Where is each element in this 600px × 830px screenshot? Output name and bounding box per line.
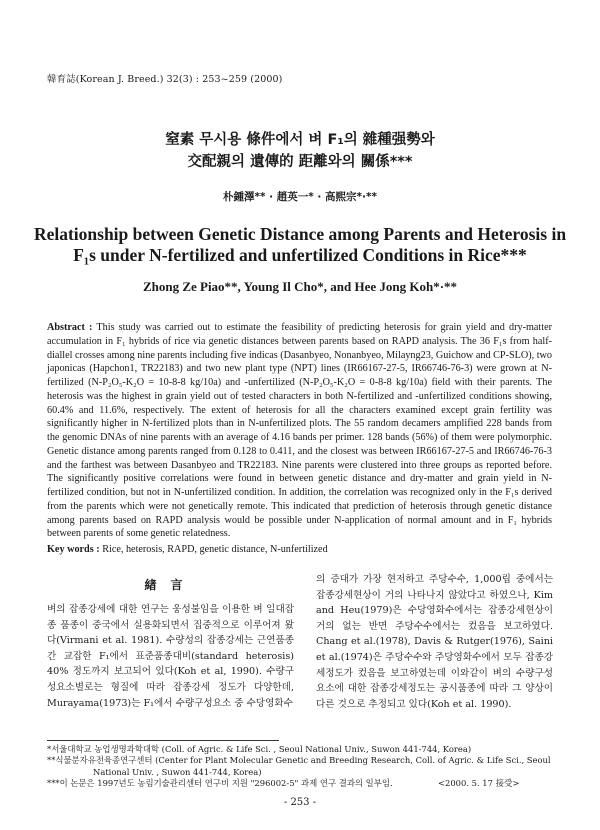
keywords-label: Key words :: [47, 544, 100, 555]
korean-title-line1: 窒素 무시용 條件에서 벼 F₁의 雜種强勢와: [165, 132, 435, 148]
body-left-column: 벼의 잡종강세에 대한 연구는 웅성불임을 이용한 벼 일대잡종 품종이 중국에서 실용화되면서 집중적으로 이루어져 왔다(Virmani et al. 1981). 수량성의 잡종강세는 근연품종간 교잡한 F₁에서 표준품종대비(standard heterosis) 40% 정도까지 보고되어 있다(Koh et al, 1990). 수량구성요소별로는 형질에 따라 잡종강세 정도가 다양한데, Murayama(1973)는 F₁에서 수량구성요소 중 수당영화수: [47, 604, 294, 709]
keywords: [47, 544, 552, 555]
journal-citation: 韓育誌(Korean J. Breed.) 32(3) : 253~259 (2000): [47, 74, 283, 85]
abstract: [47, 321, 552, 541]
footnote-1: *서울대학교 농업생명과학대학 (Coll. of Agric. & Life Sci. , Seoul National Univ., Suwon 441-744, Korea): [47, 744, 472, 754]
footnote-3: ***이 논문은 1997년도 농림기술관리센터 연구비 지원 "296002-5" 과제 연구 결과의 일부임.: [47, 777, 393, 788]
abstract-label: Abstract :: [47, 322, 93, 333]
korean-authors: 朴鍾澤** · 趙英一* · 高熙宗*·**: [222, 191, 378, 203]
abstract-text: This study was carried out to estimate the feasibility of predicting heterosis for grain yield and dry-matter accumulation in F₁ hybrids of rice via genetic distances between parents based on RAPD analysis. The 36 F₁s from half-diallel crosses among nine parents including five indicas (Dasanbyeo, Nonanbyeo, Milayng23, Guichow and CP-SLO), two japonicas (Hapchon1, TR22183) and two new plant type (NPT) lines (IR66167-27-5, IR66746-76-3) were grown at N-fertilized (N-P₂O₅-K₂O = 10-8-8 kg/10a) and -unfertilized (N-P₂O₅-K₂O = 0-8-8 kg/10a) field with their parents. The heterosis was the highest in grain yield out of tested characters in both N-fertilized and -unfertilized conditions showing, 60.4% and 11.6%, respectively. The extent of heterosis for all the characters examined except grain fertility was significantly higher in N-fertilized plots than in N-unfertilized plots. The 55 random decamers amplified 228 bands from the genomic DNAs of nine parents with an average of 4.16 bands per primer. 128 bands (56%) of them were polymorphic. Genetic distance among parents ranged from 0.128 to 0.411, and the closest was between IR66167-27-5 and IR66746-76-3 and the farthest was between Dasanbyeo and TR22183. Nine parents were clustered into three groups as reported before. The significantly positive correlations were found in between genetic distance and dry-matter and grain yield in N-fertilized condition, but not in N-unfertilized condition. In addition, the correlation was recognized only in the F₁s derived from the parents which were not genetically remote. This indicated that prediction of heterosis through genetic distance among parents based on RAPD analysis would be possible under N-application of normal amount and in F₁ hybrids between parents of some genetic relatedness.: [47, 322, 552, 540]
section-heading-introduction: 緖言: [144, 578, 197, 592]
footnote-2-cont: National Univ. , Suwon 441-744, Korea): [93, 766, 262, 777]
footnote-divider: [47, 740, 279, 741]
keywords-text: Rice, heterosis, RAPD, genetic distance, N-unfertilized: [102, 544, 328, 555]
english-title-line1: Relationship between Genetic Distance among Parents and Heterosis in: [33, 224, 567, 244]
english-title-line2: F₁s under N-fertilized and unfertilized Conditions in Rice***: [73, 245, 527, 265]
footnote-2: **식물분자유전육종연구센터 (Center for Plant Molecular Genetic and Breeding Research, Coll. of Agric. & Life Sci., Seoul: [47, 755, 551, 766]
korean-title-line2: 交配親의 遺傳的 距離와의 關係***: [187, 154, 413, 170]
english-authors: Zhong Ze Piao**, Young Il Cho*, and Hee Jong Koh*·**: [142, 279, 458, 294]
received-date: <2000. 5. 17 接受>: [438, 778, 520, 788]
page-number: - 253 -: [283, 797, 317, 808]
body-right-column: 의 증대가 가장 현저하고 주당수수, 1,000립 중에서는 잡종강세현상이 거의 나타나지 않았다고 하였으나, Kim and Heu(1979)은 수당영화수에서는 잡종강세현상이 거의 없는 반면 주당수수에서는 컸음을 보고하였다. Chang et al.(1978), Davis & Rutger(1976), Saini et al.(1974)은 주당수수와 주당영화수에서 모두 잡종강세정도가 컸음을 보고하였는데 이와같이 벼의 수량구성요소에 대한 잡종강세정도는 공시품종에 따라 그 양상이 다른 것으로 추정되고 있다(Koh et al. 1990).: [316, 574, 553, 710]
